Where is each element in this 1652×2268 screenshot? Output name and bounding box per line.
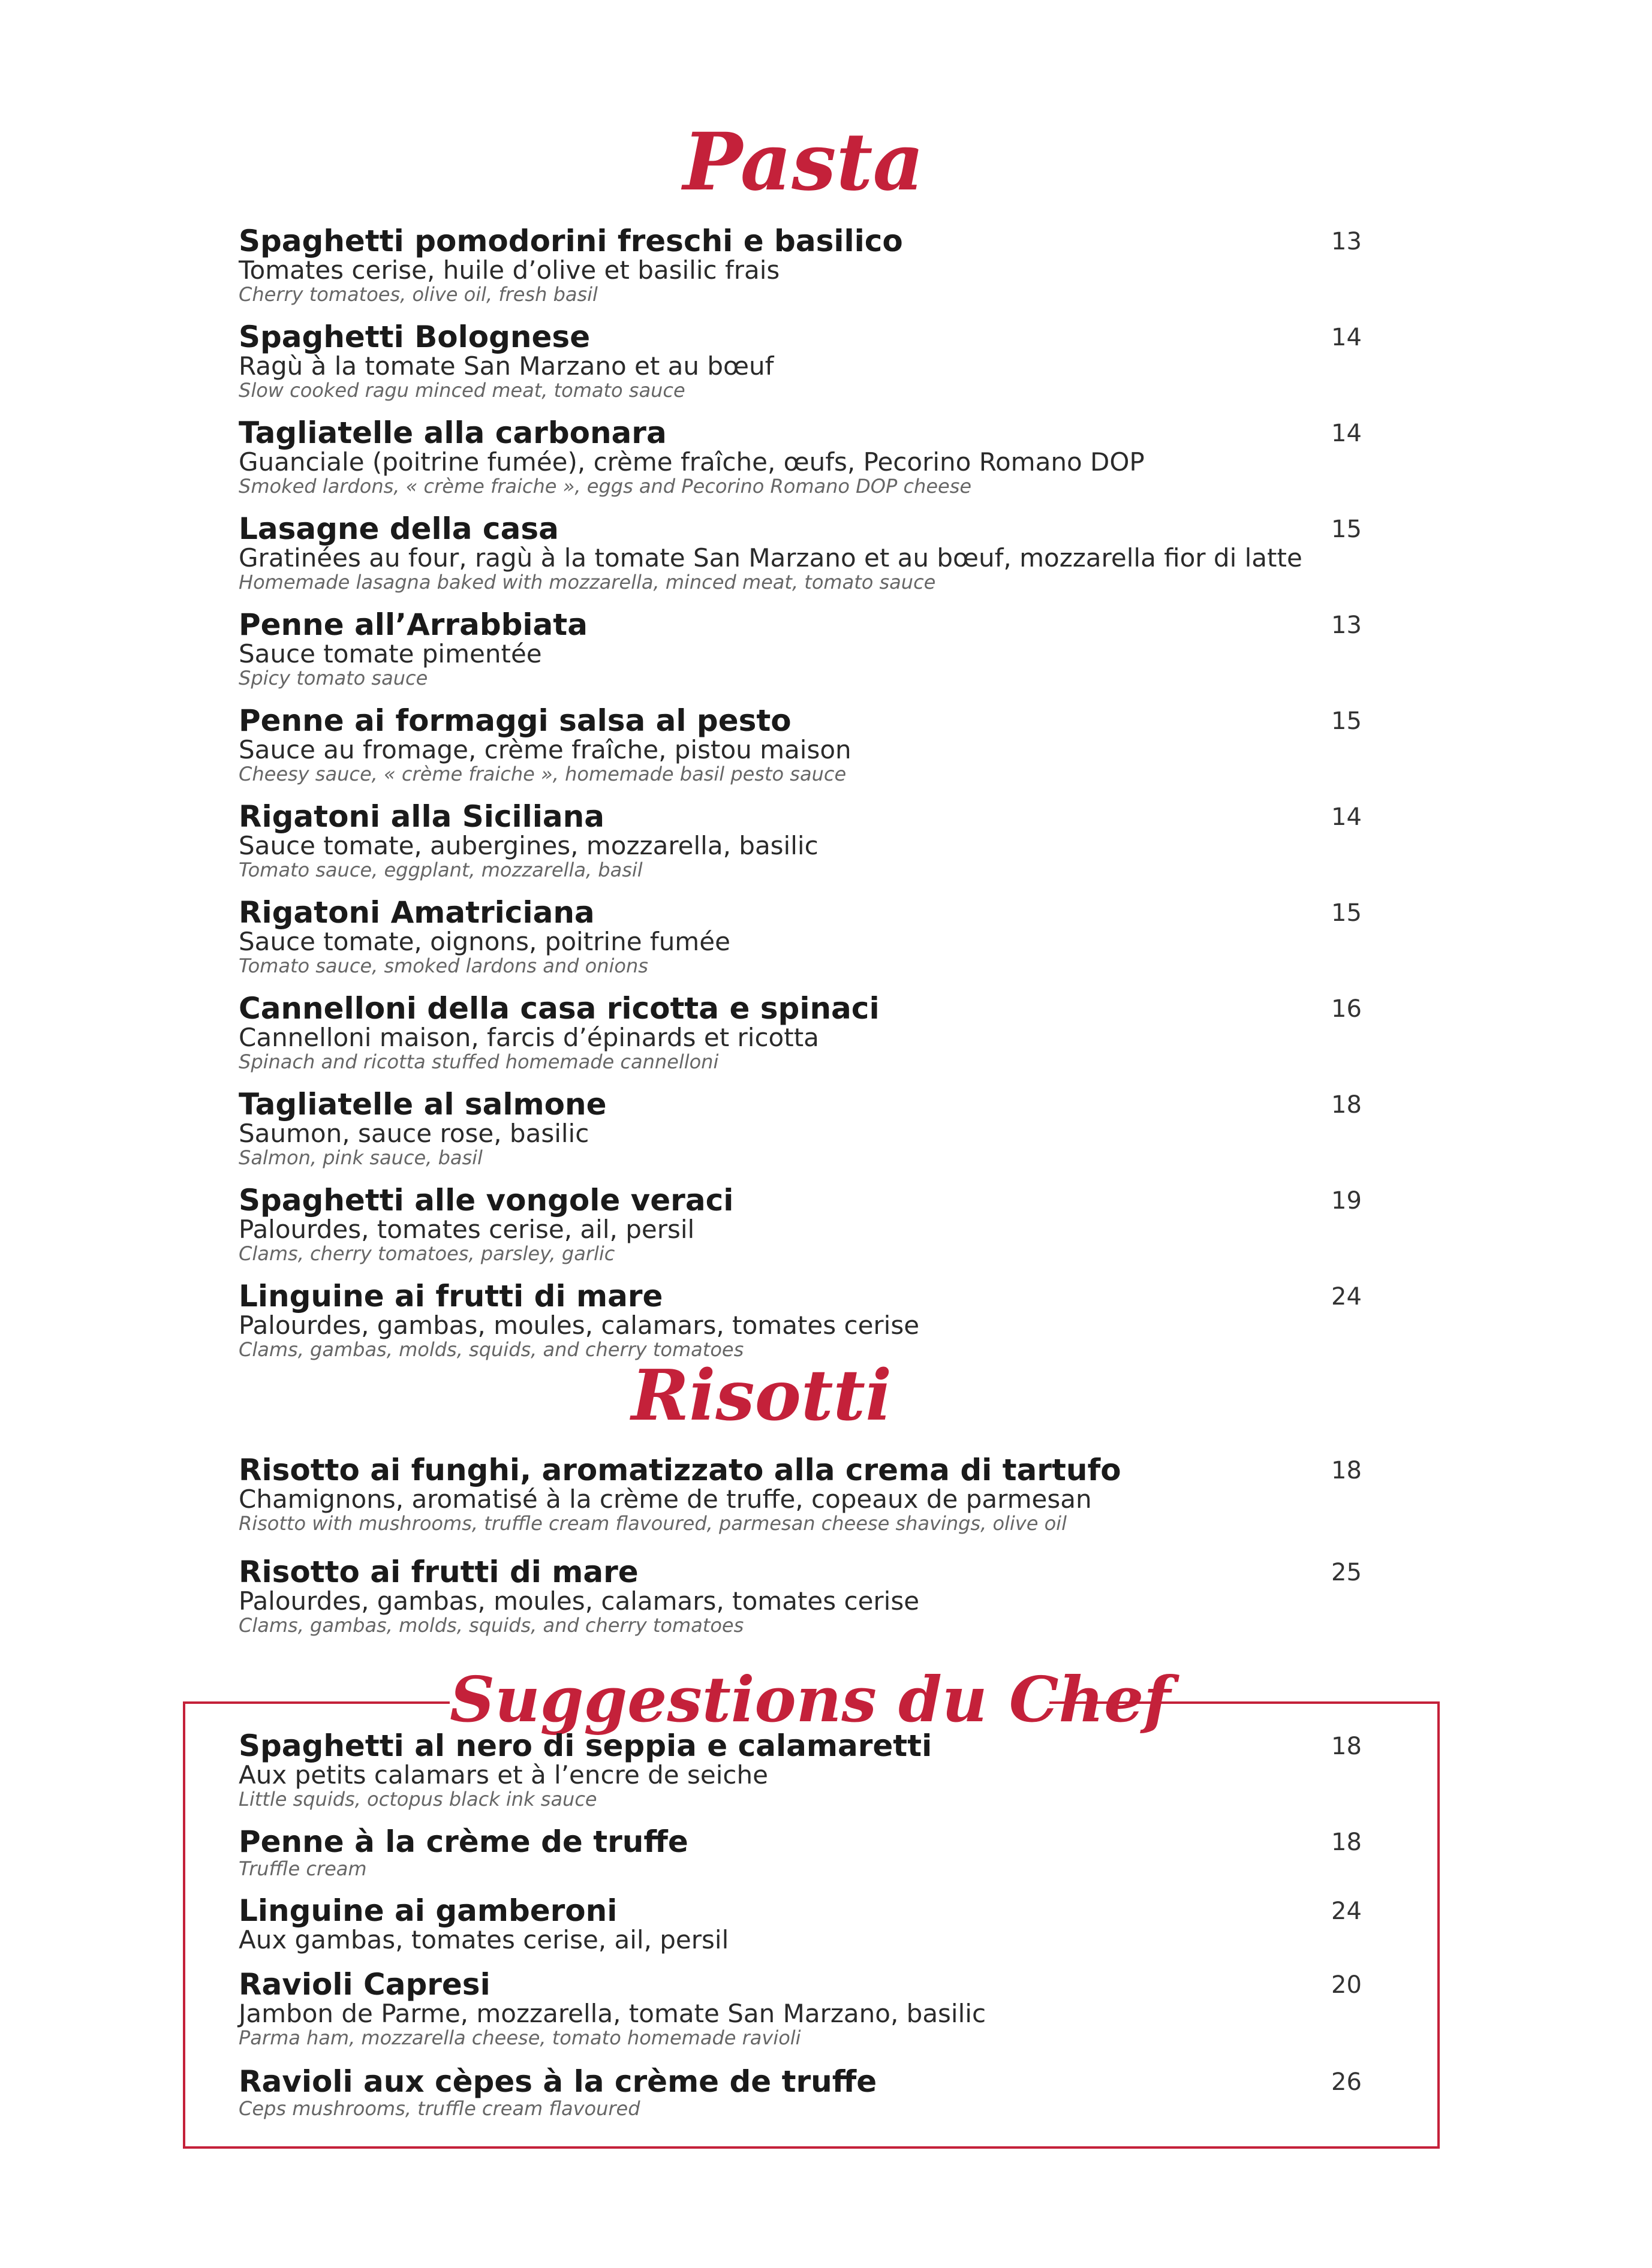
dish-description-fr: Jambon de Parme, mozzarella, tomate San Marzano, basilic [239,1999,986,2028]
menu-item [239,225,1366,305]
dish-price: 15 [1331,899,1362,927]
dish-name: Tagliatelle al salmone [239,1087,607,1122]
dish-price: 13 [1331,612,1362,639]
dish-description-fr: Cannelloni maison, farcis d’épinards et ricotta [239,1023,819,1052]
dish-description-en: Clams, gambas, molds, squids, and cherry tomatoes [239,1338,744,1361]
dish-description-fr: Guanciale (poitrine fumée), crème fraîche, œufs, Pecorino Romano DOP [239,447,1145,477]
dish-price: 24 [1331,1897,1362,1925]
dish-name: Spaghetti Bolognese [239,320,591,354]
chef-heading: Suggestions du Chef [450,1662,1170,1736]
dish-description-en: Salmon, pink sauce, basil [239,1146,483,1169]
dish-price: 25 [1331,1559,1362,1586]
menu-item [239,1184,1366,1264]
dish-name: Risotto ai frutti di mare [239,1555,639,1589]
menu-item [239,321,1366,401]
risotti-heading: Risotti [631,1355,892,1436]
dish-description-fr: Tomates cerise, huile d’olive et basilic frais [239,255,780,285]
menu-item [239,1968,1366,2049]
dish-name: Linguine ai gamberoni [239,1893,618,1928]
menu-item [239,704,1366,785]
dish-price: 14 [1331,324,1362,351]
dish-name: Penne ai formaggi salsa al pesto [239,703,792,738]
dish-name: Ravioli Capresi [239,1967,491,2002]
dish-price: 13 [1331,228,1362,255]
menu-item [239,609,1366,689]
dish-description-fr: Palourdes, gambas, moules, calamars, tomates cerise [239,1311,920,1340]
dish-description-en: Risotto with mushrooms, truffle cream flavoured, parmesan cheese shavings, olive oil [239,1512,1067,1535]
dish-name: Rigatoni alla Siciliana [239,799,605,834]
menu-item [239,800,1366,881]
dish-description-fr: Aux gambas, tomates cerise, ail, persil [239,1925,729,1954]
menu-item [239,1088,1366,1168]
dish-name: Spaghetti al nero di seppia e calamaretti [239,1728,932,1763]
dish-description-fr: Gratinées au four, ragù à la tomate San Marzano et au bœuf, mozzarella fior di latte [239,543,1302,573]
menu-item [239,1556,1366,1636]
menu-item [239,992,1366,1073]
dish-name: Risotto ai funghi, aromatizzato alla crema di tartufo [239,1453,1121,1487]
dish-description-en: Homemade lasagna baked with mozzarella, minced meat, tomato sauce [239,571,936,594]
dish-description-en: Truffle cream [239,1857,367,1880]
dish-name: Ravioli aux cèpes à la crème de truffe [239,2064,877,2099]
dish-description-en: Clams, cherry tomatoes, parsley, garlic [239,1242,615,1265]
dish-name: Linguine ai frutti di mare [239,1279,663,1314]
dish-description-fr: Sauce tomate, oignons, poitrine fumée [239,927,730,956]
dish-name: Spaghetti alle vongole veraci [239,1183,734,1218]
dish-description-en: Spinach and ricotta stuffed homemade cannelloni [239,1050,719,1073]
dish-name: Lasagne della casa [239,511,559,546]
dish-price: 18 [1331,1733,1362,1760]
dish-price: 16 [1331,995,1362,1023]
dish-price: 18 [1331,1091,1362,1119]
dish-description-fr: Palourdes, tomates cerise, ail, persil [239,1215,695,1244]
dish-description-fr: Sauce au fromage, crème fraîche, pistou maison [239,735,851,764]
dish-description-en: Slow cooked ragu minced meat, tomato sauce [239,379,685,402]
dish-description-fr: Saumon, sauce rose, basilic [239,1119,589,1148]
dish-price: 20 [1331,1971,1362,1999]
dish-price: 26 [1331,2068,1362,2096]
dish-description-fr: Palourdes, gambas, moules, calamars, tomates cerise [239,1586,920,1616]
dish-description-en: Smoked lardons, « crème fraiche », eggs and Pecorino Romano DOP cheese [239,475,972,498]
menu-item [239,1894,1366,1953]
dish-description-en: Ceps mushrooms, truffle cream flavoured [239,2097,640,2120]
dish-description-en: Parma ham, mozzarella cheese, tomato homemade ravioli [239,2026,801,2049]
dish-description-en: Clams, gambas, molds, squids, and cherry tomatoes [239,1614,744,1637]
dish-description-en: Cherry tomatoes, olive oil, fresh basil [239,283,598,306]
dish-name: Penne à la crème de truffe [239,1824,688,1859]
dish-description-fr: Chamignons, aromatisé à la crème de truffe, copeaux de parmesan [239,1484,1092,1514]
menu-item [239,417,1366,497]
dish-description-fr: Sauce tomate, aubergines, mozzarella, basilic [239,831,819,860]
menu-item [239,513,1366,593]
dish-description-fr: Aux petits calamars et à l’encre de seiche [239,1760,768,1790]
menu-item [239,1454,1366,1534]
dish-price: 24 [1331,1283,1362,1311]
dish-price: 14 [1331,420,1362,447]
menu-item [239,896,1366,977]
dish-price: 18 [1331,1457,1362,1484]
dish-name: Rigatoni Amatriciana [239,895,595,930]
dish-description-en: Spicy tomato sauce [239,667,428,689]
dish-price: 15 [1331,516,1362,543]
dish-name: Penne all’Arrabbiata [239,607,588,642]
dish-price: 14 [1331,803,1362,831]
dish-description-en: Little squids, octopus black ink sauce [239,1788,597,1811]
dish-description-en: Tomato sauce, eggplant, mozzarella, basil [239,859,643,881]
dish-description-fr: Ragù à la tomate San Marzano et au bœuf [239,351,774,381]
dish-description-fr: Sauce tomate pimentée [239,639,542,668]
menu-item [239,1826,1366,1880]
dish-description-en: Tomato sauce, smoked lardons and onions [239,954,648,977]
dish-description-en: Cheesy sauce, « crème fraiche », homemade basil pesto sauce [239,763,847,785]
dish-name: Tagliatelle alla carbonara [239,415,667,450]
dish-price: 18 [1331,1829,1362,1856]
dish-price: 19 [1331,1187,1362,1215]
menu-item [239,1730,1366,1810]
dish-name: Cannelloni della casa ricotta e spinaci [239,991,880,1026]
dish-name: Spaghetti pomodorini freschi e basilico [239,224,903,258]
pasta-heading: Pasta [682,116,925,209]
menu-item [239,2065,1366,2119]
dish-price: 15 [1331,707,1362,735]
menu-item [239,1280,1366,1360]
